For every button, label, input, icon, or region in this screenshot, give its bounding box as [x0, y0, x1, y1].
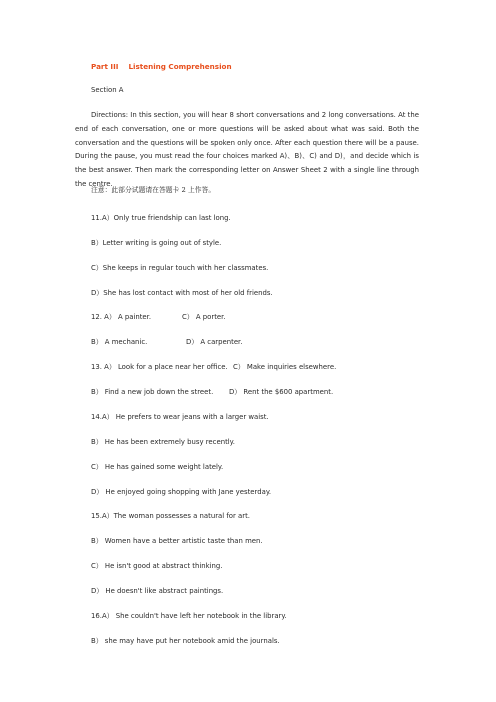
q13-option-d: D） Rent the $600 apartment. [229, 388, 334, 396]
q16-option-a: 16.A） She couldn't have left her notebook in the library. [91, 612, 287, 620]
q12-option-c: C） A porter. [182, 313, 226, 321]
q14-option-b: B） He has been extremely busy recently. [91, 438, 235, 446]
q11-option-b: B）Letter writing is going out of style. [91, 239, 222, 247]
q11-option-c: C）She keeps in regular touch with her classmates. [91, 264, 269, 272]
q13-option-a: 13. A） Look for a place near her office. [91, 363, 228, 371]
q11-option-d: D）She has lost contact with most of her old friends. [91, 289, 273, 297]
q12-option-d: D） A carpenter. [186, 338, 243, 346]
part-title: Part III Listening Comprehension [91, 62, 232, 71]
q13-option-c: C） Make inquiries elsewhere. [233, 363, 337, 371]
q13-row-2 [91, 386, 334, 396]
section-label: Section A [91, 86, 124, 94]
q12-option-a: 12. A） A painter. [91, 313, 152, 321]
q13-row-1 [91, 361, 337, 371]
directions-paragraph [75, 109, 419, 192]
q14-option-a: 14.A） He prefers to wear jeans with a larger waist. [91, 413, 269, 421]
answer-sheet-note: 注意：此部分试题请在答题卡 2 上作答。 [91, 186, 216, 194]
q15-option-c: C） He isn't good at abstract thinking. [91, 562, 223, 570]
q15-option-d: D） He doesn't like abstract paintings. [91, 587, 224, 595]
directions-text: Directions: In this section, you will hear 8 short conversations and 2 long conversations. At the end of each conversation, one or more questions will be asked about what was said. Both the conversation and the questions will be spoken only once. After each question there will be a pause. During the pause, you must read the four choices marked A)、B)、C) and D)，and decide which is the best answer. Then mark the corresponding letter on Answer Sheet 2 with a single line through the centre. [75, 111, 419, 188]
q13-option-b: B） Find a new job down the street. [91, 388, 214, 396]
q12-row-2 [91, 336, 243, 346]
q15-option-b: B） Women have a better artistic taste than men. [91, 537, 263, 545]
q12-row-1 [91, 311, 226, 321]
q15-option-a: 15.A）The woman possesses a natural for art. [91, 512, 250, 520]
q11-option-a: 11.A）Only true friendship can last long. [91, 214, 231, 222]
q14-option-d: D） He enjoyed going shopping with Jane yesterday. [91, 488, 272, 496]
q16-option-b: B） she may have put her notebook amid the journals. [91, 637, 280, 645]
q14-option-c: C） He has gained some weight lately. [91, 463, 224, 471]
q12-option-b: B） A mechanic. [91, 338, 148, 346]
